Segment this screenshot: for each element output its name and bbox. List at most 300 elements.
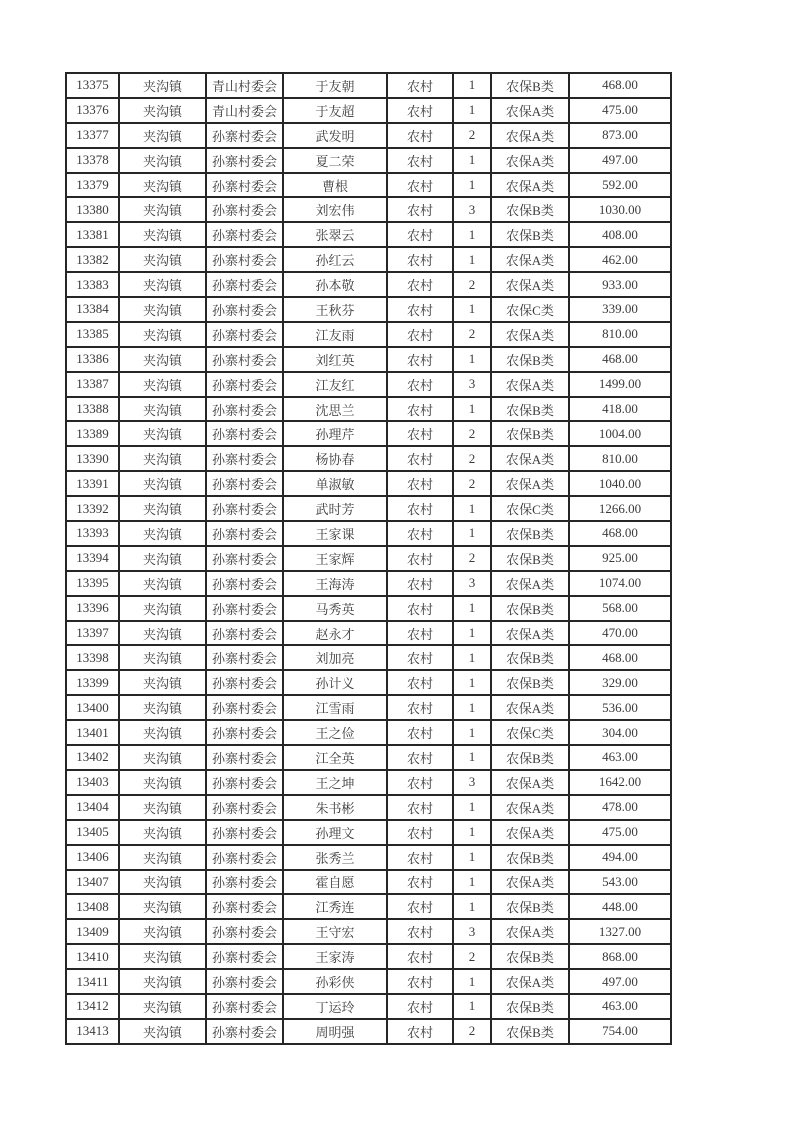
person-name-cell: 王家涛 — [283, 944, 387, 969]
residence-type-cell: 农村 — [387, 446, 453, 471]
residence-type-cell: 农村 — [387, 421, 453, 446]
insurance-category-cell: 农保C类 — [491, 297, 569, 322]
village-committee-cell: 孙寨村委会 — [206, 845, 283, 870]
village-committee-cell: 孙寨村委会 — [206, 969, 283, 994]
person-count-cell: 1 — [453, 670, 491, 695]
table-row — [66, 421, 671, 446]
record-id-cell: 13393 — [66, 521, 119, 546]
record-id-cell: 13392 — [66, 496, 119, 521]
town-cell: 夹沟镇 — [119, 521, 206, 546]
village-committee-cell: 孙寨村委会 — [206, 770, 283, 795]
amount-cell: 536.00 — [569, 695, 671, 720]
person-name-cell: 孙彩侠 — [283, 969, 387, 994]
amount-cell: 1074.00 — [569, 571, 671, 596]
person-count-cell: 2 — [453, 421, 491, 446]
residence-type-cell: 农村 — [387, 397, 453, 422]
town-cell: 夹沟镇 — [119, 247, 206, 272]
table-row — [66, 73, 671, 98]
table-row — [66, 969, 671, 994]
insurance-category-cell: 农保C类 — [491, 496, 569, 521]
person-count-cell: 1 — [453, 596, 491, 621]
town-cell: 夹沟镇 — [119, 919, 206, 944]
town-cell: 夹沟镇 — [119, 123, 206, 148]
person-name-cell: 赵永才 — [283, 621, 387, 646]
residence-type-cell: 农村 — [387, 272, 453, 297]
insurance-category-cell: 农保A类 — [491, 621, 569, 646]
insurance-category-cell: 农保A类 — [491, 272, 569, 297]
village-committee-cell: 孙寨村委会 — [206, 720, 283, 745]
village-committee-cell: 孙寨村委会 — [206, 919, 283, 944]
town-cell: 夹沟镇 — [119, 546, 206, 571]
record-id-cell: 13397 — [66, 621, 119, 646]
record-id-cell: 13385 — [66, 322, 119, 347]
record-id-cell: 13410 — [66, 944, 119, 969]
village-committee-cell: 孙寨村委会 — [206, 820, 283, 845]
person-name-cell: 周明强 — [283, 1019, 387, 1044]
person-count-cell: 1 — [453, 347, 491, 372]
record-id-cell: 13387 — [66, 372, 119, 397]
person-count-cell: 1 — [453, 695, 491, 720]
insurance-category-cell: 农保B类 — [491, 670, 569, 695]
person-count-cell: 1 — [453, 745, 491, 770]
table-row — [66, 496, 671, 521]
person-name-cell: 于友超 — [283, 98, 387, 123]
record-id-cell: 13411 — [66, 969, 119, 994]
residence-type-cell: 农村 — [387, 148, 453, 173]
person-count-cell: 1 — [453, 148, 491, 173]
town-cell: 夹沟镇 — [119, 571, 206, 596]
table-row — [66, 222, 671, 247]
table-row — [66, 123, 671, 148]
person-name-cell: 马秀英 — [283, 596, 387, 621]
residence-type-cell: 农村 — [387, 123, 453, 148]
town-cell: 夹沟镇 — [119, 1019, 206, 1044]
amount-cell: 1030.00 — [569, 197, 671, 222]
village-committee-cell: 孙寨村委会 — [206, 272, 283, 297]
town-cell: 夹沟镇 — [119, 297, 206, 322]
amount-cell: 468.00 — [569, 645, 671, 670]
table-row — [66, 621, 671, 646]
insurance-category-cell: 农保B类 — [491, 596, 569, 621]
record-id-cell: 13407 — [66, 870, 119, 895]
insurance-category-cell: 农保B类 — [491, 1019, 569, 1044]
amount-cell: 592.00 — [569, 173, 671, 198]
person-name-cell: 于友朝 — [283, 73, 387, 98]
table-row — [66, 820, 671, 845]
amount-cell: 754.00 — [569, 1019, 671, 1044]
town-cell: 夹沟镇 — [119, 969, 206, 994]
person-name-cell: 曹根 — [283, 173, 387, 198]
person-name-cell: 孙理文 — [283, 820, 387, 845]
residence-type-cell: 农村 — [387, 745, 453, 770]
amount-cell: 463.00 — [569, 745, 671, 770]
residence-type-cell: 农村 — [387, 297, 453, 322]
person-name-cell: 夏二荣 — [283, 148, 387, 173]
insurance-category-cell: 农保A类 — [491, 770, 569, 795]
table-row — [66, 272, 671, 297]
amount-cell: 868.00 — [569, 944, 671, 969]
insurance-category-cell: 农保A类 — [491, 795, 569, 820]
insurance-category-cell: 农保B类 — [491, 944, 569, 969]
insurance-category-cell: 农保A类 — [491, 695, 569, 720]
record-id-cell: 13388 — [66, 397, 119, 422]
record-id-cell: 13404 — [66, 795, 119, 820]
amount-cell: 468.00 — [569, 73, 671, 98]
amount-cell: 873.00 — [569, 123, 671, 148]
village-committee-cell: 孙寨村委会 — [206, 446, 283, 471]
table-row — [66, 397, 671, 422]
residence-type-cell: 农村 — [387, 770, 453, 795]
record-id-cell: 13403 — [66, 770, 119, 795]
amount-cell: 408.00 — [569, 222, 671, 247]
residence-type-cell: 农村 — [387, 222, 453, 247]
table-row — [66, 471, 671, 496]
person-name-cell: 杨协春 — [283, 446, 387, 471]
town-cell: 夹沟镇 — [119, 471, 206, 496]
village-committee-cell: 孙寨村委会 — [206, 944, 283, 969]
table-row — [66, 894, 671, 919]
residence-type-cell: 农村 — [387, 347, 453, 372]
person-count-cell: 2 — [453, 546, 491, 571]
residence-type-cell: 农村 — [387, 98, 453, 123]
table-row — [66, 695, 671, 720]
residence-type-cell: 农村 — [387, 969, 453, 994]
insurance-category-cell: 农保A类 — [491, 870, 569, 895]
amount-cell: 470.00 — [569, 621, 671, 646]
amount-cell: 497.00 — [569, 969, 671, 994]
table-row — [66, 596, 671, 621]
residence-type-cell: 农村 — [387, 820, 453, 845]
town-cell: 夹沟镇 — [119, 446, 206, 471]
person-name-cell: 霍自愿 — [283, 870, 387, 895]
pension-table — [65, 72, 672, 1045]
residence-type-cell: 农村 — [387, 173, 453, 198]
residence-type-cell: 农村 — [387, 73, 453, 98]
person-name-cell: 刘红英 — [283, 347, 387, 372]
village-committee-cell: 孙寨村委会 — [206, 297, 283, 322]
person-count-cell: 1 — [453, 969, 491, 994]
person-name-cell: 张翠云 — [283, 222, 387, 247]
record-id-cell: 13389 — [66, 421, 119, 446]
insurance-category-cell: 农保A类 — [491, 919, 569, 944]
person-count-cell: 1 — [453, 845, 491, 870]
town-cell: 夹沟镇 — [119, 795, 206, 820]
town-cell: 夹沟镇 — [119, 222, 206, 247]
record-id-cell: 13380 — [66, 197, 119, 222]
person-count-cell: 1 — [453, 521, 491, 546]
village-committee-cell: 孙寨村委会 — [206, 645, 283, 670]
insurance-category-cell: 农保B类 — [491, 845, 569, 870]
pension-table-body — [66, 73, 671, 1044]
person-count-cell: 2 — [453, 272, 491, 297]
insurance-category-cell: 农保B类 — [491, 521, 569, 546]
amount-cell: 568.00 — [569, 596, 671, 621]
residence-type-cell: 农村 — [387, 795, 453, 820]
person-name-cell: 张秀兰 — [283, 845, 387, 870]
table-row — [66, 247, 671, 272]
person-count-cell: 1 — [453, 994, 491, 1019]
residence-type-cell: 农村 — [387, 322, 453, 347]
table-row — [66, 770, 671, 795]
person-name-cell: 王之坤 — [283, 770, 387, 795]
village-committee-cell: 孙寨村委会 — [206, 870, 283, 895]
village-committee-cell: 孙寨村委会 — [206, 197, 283, 222]
table-row — [66, 347, 671, 372]
amount-cell: 329.00 — [569, 670, 671, 695]
person-count-cell: 1 — [453, 795, 491, 820]
amount-cell: 925.00 — [569, 546, 671, 571]
residence-type-cell: 农村 — [387, 720, 453, 745]
amount-cell: 339.00 — [569, 297, 671, 322]
record-id-cell: 13386 — [66, 347, 119, 372]
record-id-cell: 13390 — [66, 446, 119, 471]
person-count-cell: 1 — [453, 397, 491, 422]
person-count-cell: 3 — [453, 372, 491, 397]
table-row — [66, 446, 671, 471]
person-count-cell: 3 — [453, 770, 491, 795]
table-row — [66, 1019, 671, 1044]
residence-type-cell: 农村 — [387, 1019, 453, 1044]
person-count-cell: 1 — [453, 870, 491, 895]
town-cell: 夹沟镇 — [119, 870, 206, 895]
amount-cell: 468.00 — [569, 521, 671, 546]
town-cell: 夹沟镇 — [119, 73, 206, 98]
residence-type-cell: 农村 — [387, 471, 453, 496]
village-committee-cell: 青山村委会 — [206, 98, 283, 123]
table-row — [66, 870, 671, 895]
town-cell: 夹沟镇 — [119, 272, 206, 297]
village-committee-cell: 孙寨村委会 — [206, 421, 283, 446]
record-id-cell: 13396 — [66, 596, 119, 621]
person-name-cell: 孙红云 — [283, 247, 387, 272]
person-name-cell: 江友红 — [283, 372, 387, 397]
town-cell: 夹沟镇 — [119, 670, 206, 695]
village-committee-cell: 孙寨村委会 — [206, 322, 283, 347]
village-committee-cell: 孙寨村委会 — [206, 1019, 283, 1044]
insurance-category-cell: 农保A类 — [491, 173, 569, 198]
village-committee-cell: 孙寨村委会 — [206, 670, 283, 695]
record-id-cell: 13391 — [66, 471, 119, 496]
amount-cell: 418.00 — [569, 397, 671, 422]
town-cell: 夹沟镇 — [119, 645, 206, 670]
insurance-category-cell: 农保A类 — [491, 571, 569, 596]
residence-type-cell: 农村 — [387, 894, 453, 919]
town-cell: 夹沟镇 — [119, 621, 206, 646]
record-id-cell: 13379 — [66, 173, 119, 198]
person-count-cell: 3 — [453, 571, 491, 596]
town-cell: 夹沟镇 — [119, 695, 206, 720]
village-committee-cell: 孙寨村委会 — [206, 148, 283, 173]
person-count-cell: 1 — [453, 820, 491, 845]
table-row — [66, 919, 671, 944]
insurance-category-cell: 农保A类 — [491, 322, 569, 347]
insurance-category-cell: 农保A类 — [491, 471, 569, 496]
insurance-category-cell: 农保A类 — [491, 969, 569, 994]
person-name-cell: 江秀连 — [283, 894, 387, 919]
person-count-cell: 3 — [453, 197, 491, 222]
town-cell: 夹沟镇 — [119, 197, 206, 222]
table-row — [66, 546, 671, 571]
person-name-cell: 孙计义 — [283, 670, 387, 695]
person-name-cell: 孙本敬 — [283, 272, 387, 297]
record-id-cell: 13378 — [66, 148, 119, 173]
residence-type-cell: 农村 — [387, 496, 453, 521]
person-name-cell: 武发明 — [283, 123, 387, 148]
record-id-cell: 13375 — [66, 73, 119, 98]
amount-cell: 1266.00 — [569, 496, 671, 521]
record-id-cell: 13406 — [66, 845, 119, 870]
insurance-category-cell: 农保A类 — [491, 372, 569, 397]
insurance-category-cell: 农保B类 — [491, 745, 569, 770]
town-cell: 夹沟镇 — [119, 148, 206, 173]
record-id-cell: 13381 — [66, 222, 119, 247]
person-count-cell: 1 — [453, 73, 491, 98]
table-row — [66, 571, 671, 596]
amount-cell: 543.00 — [569, 870, 671, 895]
amount-cell: 475.00 — [569, 98, 671, 123]
insurance-category-cell: 农保B类 — [491, 994, 569, 1019]
person-count-cell: 3 — [453, 919, 491, 944]
residence-type-cell: 农村 — [387, 645, 453, 670]
amount-cell: 478.00 — [569, 795, 671, 820]
amount-cell: 448.00 — [569, 894, 671, 919]
amount-cell: 494.00 — [569, 845, 671, 870]
record-id-cell: 13382 — [66, 247, 119, 272]
village-committee-cell: 孙寨村委会 — [206, 222, 283, 247]
insurance-category-cell: 农保B类 — [491, 347, 569, 372]
insurance-category-cell: 农保B类 — [491, 222, 569, 247]
insurance-category-cell: 农保B类 — [491, 546, 569, 571]
table-row — [66, 173, 671, 198]
residence-type-cell: 农村 — [387, 994, 453, 1019]
amount-cell: 933.00 — [569, 272, 671, 297]
amount-cell: 463.00 — [569, 994, 671, 1019]
table-row — [66, 720, 671, 745]
village-committee-cell: 孙寨村委会 — [206, 571, 283, 596]
person-count-cell: 2 — [453, 322, 491, 347]
table-row — [66, 745, 671, 770]
amount-cell: 810.00 — [569, 446, 671, 471]
person-count-cell: 1 — [453, 645, 491, 670]
person-count-cell: 2 — [453, 446, 491, 471]
person-name-cell: 王守宏 — [283, 919, 387, 944]
table-row — [66, 197, 671, 222]
table-row — [66, 795, 671, 820]
person-count-cell: 1 — [453, 222, 491, 247]
insurance-category-cell: 农保B类 — [491, 421, 569, 446]
table-row — [66, 645, 671, 670]
residence-type-cell: 农村 — [387, 247, 453, 272]
person-count-cell: 1 — [453, 297, 491, 322]
person-name-cell: 王海涛 — [283, 571, 387, 596]
table-row — [66, 297, 671, 322]
table-row — [66, 670, 671, 695]
record-id-cell: 13405 — [66, 820, 119, 845]
person-name-cell: 朱书彬 — [283, 795, 387, 820]
residence-type-cell: 农村 — [387, 670, 453, 695]
residence-type-cell: 农村 — [387, 521, 453, 546]
person-count-cell: 1 — [453, 621, 491, 646]
residence-type-cell: 农村 — [387, 845, 453, 870]
record-id-cell: 13402 — [66, 745, 119, 770]
record-id-cell: 13399 — [66, 670, 119, 695]
person-count-cell: 1 — [453, 894, 491, 919]
person-name-cell: 王家辉 — [283, 546, 387, 571]
person-count-cell: 2 — [453, 944, 491, 969]
town-cell: 夹沟镇 — [119, 820, 206, 845]
insurance-category-cell: 农保B类 — [491, 73, 569, 98]
record-id-cell: 13413 — [66, 1019, 119, 1044]
record-id-cell: 13376 — [66, 98, 119, 123]
table-row — [66, 148, 671, 173]
table-row — [66, 845, 671, 870]
record-id-cell: 13398 — [66, 645, 119, 670]
village-committee-cell: 孙寨村委会 — [206, 247, 283, 272]
residence-type-cell: 农村 — [387, 546, 453, 571]
town-cell: 夹沟镇 — [119, 845, 206, 870]
person-name-cell: 丁运玲 — [283, 994, 387, 1019]
insurance-category-cell: 农保C类 — [491, 720, 569, 745]
amount-cell: 1004.00 — [569, 421, 671, 446]
table-row — [66, 521, 671, 546]
person-name-cell: 江雪雨 — [283, 695, 387, 720]
village-committee-cell: 孙寨村委会 — [206, 596, 283, 621]
table-row — [66, 994, 671, 1019]
insurance-category-cell: 农保A类 — [491, 247, 569, 272]
residence-type-cell: 农村 — [387, 571, 453, 596]
village-committee-cell: 青山村委会 — [206, 73, 283, 98]
person-count-cell: 1 — [453, 496, 491, 521]
village-committee-cell: 孙寨村委会 — [206, 347, 283, 372]
village-committee-cell: 孙寨村委会 — [206, 496, 283, 521]
person-name-cell: 武时芳 — [283, 496, 387, 521]
person-count-cell: 1 — [453, 173, 491, 198]
insurance-category-cell: 农保A类 — [491, 820, 569, 845]
insurance-category-cell: 农保A类 — [491, 148, 569, 173]
table-row — [66, 944, 671, 969]
person-name-cell: 刘加亮 — [283, 645, 387, 670]
person-name-cell: 王秋芬 — [283, 297, 387, 322]
person-count-cell: 2 — [453, 123, 491, 148]
village-committee-cell: 孙寨村委会 — [206, 397, 283, 422]
person-name-cell: 王家课 — [283, 521, 387, 546]
town-cell: 夹沟镇 — [119, 496, 206, 521]
person-count-cell: 1 — [453, 247, 491, 272]
person-count-cell: 2 — [453, 1019, 491, 1044]
person-name-cell: 沈思兰 — [283, 397, 387, 422]
town-cell: 夹沟镇 — [119, 994, 206, 1019]
town-cell: 夹沟镇 — [119, 347, 206, 372]
town-cell: 夹沟镇 — [119, 372, 206, 397]
town-cell: 夹沟镇 — [119, 173, 206, 198]
village-committee-cell: 孙寨村委会 — [206, 745, 283, 770]
town-cell: 夹沟镇 — [119, 322, 206, 347]
town-cell: 夹沟镇 — [119, 720, 206, 745]
village-committee-cell: 孙寨村委会 — [206, 695, 283, 720]
village-committee-cell: 孙寨村委会 — [206, 621, 283, 646]
residence-type-cell: 农村 — [387, 919, 453, 944]
residence-type-cell: 农村 — [387, 870, 453, 895]
insurance-category-cell: 农保B类 — [491, 894, 569, 919]
amount-cell: 304.00 — [569, 720, 671, 745]
residence-type-cell: 农村 — [387, 197, 453, 222]
table-row — [66, 372, 671, 397]
person-name-cell: 江友雨 — [283, 322, 387, 347]
town-cell: 夹沟镇 — [119, 397, 206, 422]
amount-cell: 1499.00 — [569, 372, 671, 397]
amount-cell: 1327.00 — [569, 919, 671, 944]
village-committee-cell: 孙寨村委会 — [206, 994, 283, 1019]
